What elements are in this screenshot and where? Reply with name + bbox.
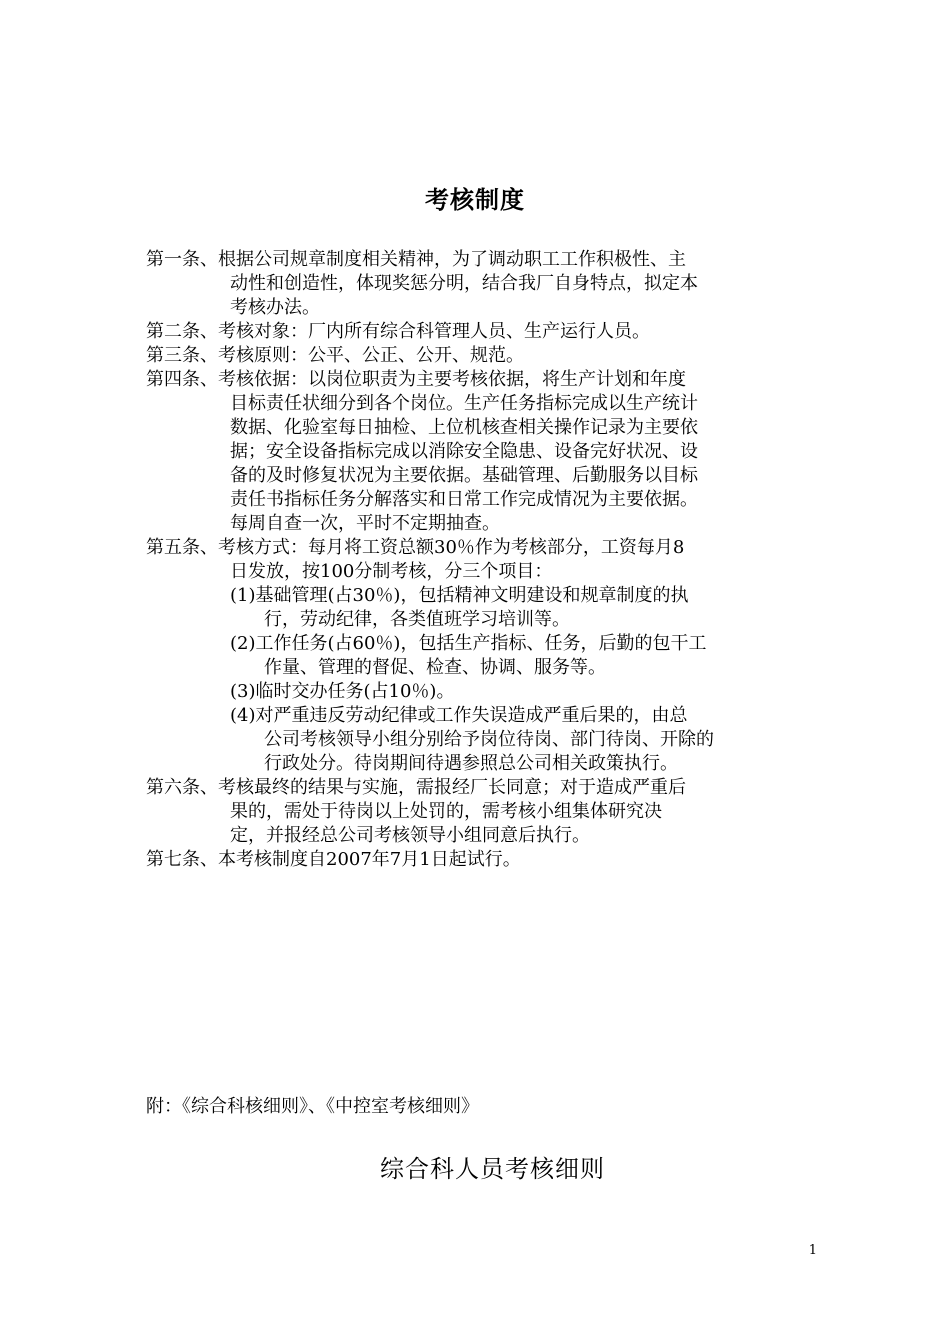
article-line: 本考核制度自2007年7月1日起试行。 (218, 849, 521, 870)
article-line: 备的及时修复状况为主要依据。基础管理、后勤服务以目标 (230, 465, 698, 486)
article-5 (146, 536, 808, 776)
article-heading: 第一条、 (146, 249, 218, 270)
article-line: 动性和创造性，体现奖惩分明，结合我厂自身特点，拟定本 (230, 273, 698, 294)
sub-item-line: (4)对严重违反劳动纪律或工作失误造成严重后果的，由总 (230, 705, 688, 726)
article-line: 考核依据：以岗位职责为主要考核依据，将生产计划和年度 (218, 369, 686, 390)
sub-item-line: 行，劳动纪律，各类值班学习培训等。 (264, 609, 570, 630)
sub-item-line: (2)工作任务(占60％)，包括生产指标、任务，后勤的包干工 (230, 633, 707, 654)
sub-item-line: (1)基础管理(占30％)，包括精神文明建设和规章制度的执 (230, 585, 689, 606)
article-line: 果的，需处于待岗以上处罚的，需考核小组集体研究决 (230, 801, 662, 822)
article-line: 目标责任状细分到各个岗位。生产任务指标完成以生产统计 (230, 393, 698, 414)
section-subtitle: 综合科人员考核细则 (380, 1155, 605, 1183)
sub-item-2 (230, 632, 808, 680)
article-heading: 第五条、 (146, 537, 218, 558)
article-6 (146, 776, 808, 848)
article-2 (146, 320, 808, 344)
article-heading: 第四条、 (146, 369, 218, 390)
sub-item-3 (230, 680, 808, 704)
sub-item-1 (230, 584, 808, 632)
sub-item-4 (230, 704, 808, 776)
article-heading: 第六条、 (146, 777, 218, 798)
article-line: 考核方式：每月将工资总额30％作为考核部分，工资每月8 (218, 537, 685, 558)
article-heading: 第七条、 (146, 849, 218, 870)
article-line: 据；安全设备指标完成以消除安全隐患、设备完好状况、设 (230, 441, 698, 462)
article-line: 考核对象：厂内所有综合科管理人员、生产运行人员。 (218, 321, 650, 342)
attachment-note: 附：《综合科核细则》、《中控室考核细则》 (146, 1096, 479, 1117)
sub-item-line: (3)临时交办任务(占10％)。 (230, 681, 455, 702)
article-4 (146, 368, 808, 536)
article-heading: 第三条、 (146, 345, 218, 366)
article-line: 考核最终的结果与实施，需报经厂长同意；对于造成严重后 (218, 777, 686, 798)
page-title: 考核制度 (425, 186, 525, 214)
article-3 (146, 344, 808, 368)
article-line: 考核办法。 (230, 297, 320, 318)
page-number: 1 (808, 1243, 817, 1258)
regulation-body (146, 248, 808, 872)
article-line: 每周自查一次，平时不定期抽查。 (230, 513, 500, 534)
article-line: 数据、化验室每日抽检、上位机核查相关操作记录为主要依 (230, 417, 698, 438)
article-line: 考核原则：公平、公正、公开、规范。 (218, 345, 524, 366)
article-1 (146, 248, 808, 320)
article-line: 定，并报经总公司考核领导小组同意后执行。 (230, 825, 590, 846)
article-heading: 第二条、 (146, 321, 218, 342)
article-line: 日发放，按100分制考核，分三个项目： (230, 561, 553, 582)
sub-item-line: 作量、管理的督促、检查、协调、服务等。 (264, 657, 606, 678)
sub-item-line: 公司考核领导小组分别给予岗位待岗、部门待岗、开除的 (264, 729, 714, 750)
article-line: 责任书指标任务分解落实和日常工作完成情况为主要依据。 (230, 489, 698, 510)
article-7 (146, 848, 808, 872)
article-line: 根据公司规章制度相关精神，为了调动职工工作积极性、主 (218, 249, 686, 270)
sub-item-line: 行政处分。待岗期间待遇参照总公司相关政策执行。 (264, 753, 678, 774)
